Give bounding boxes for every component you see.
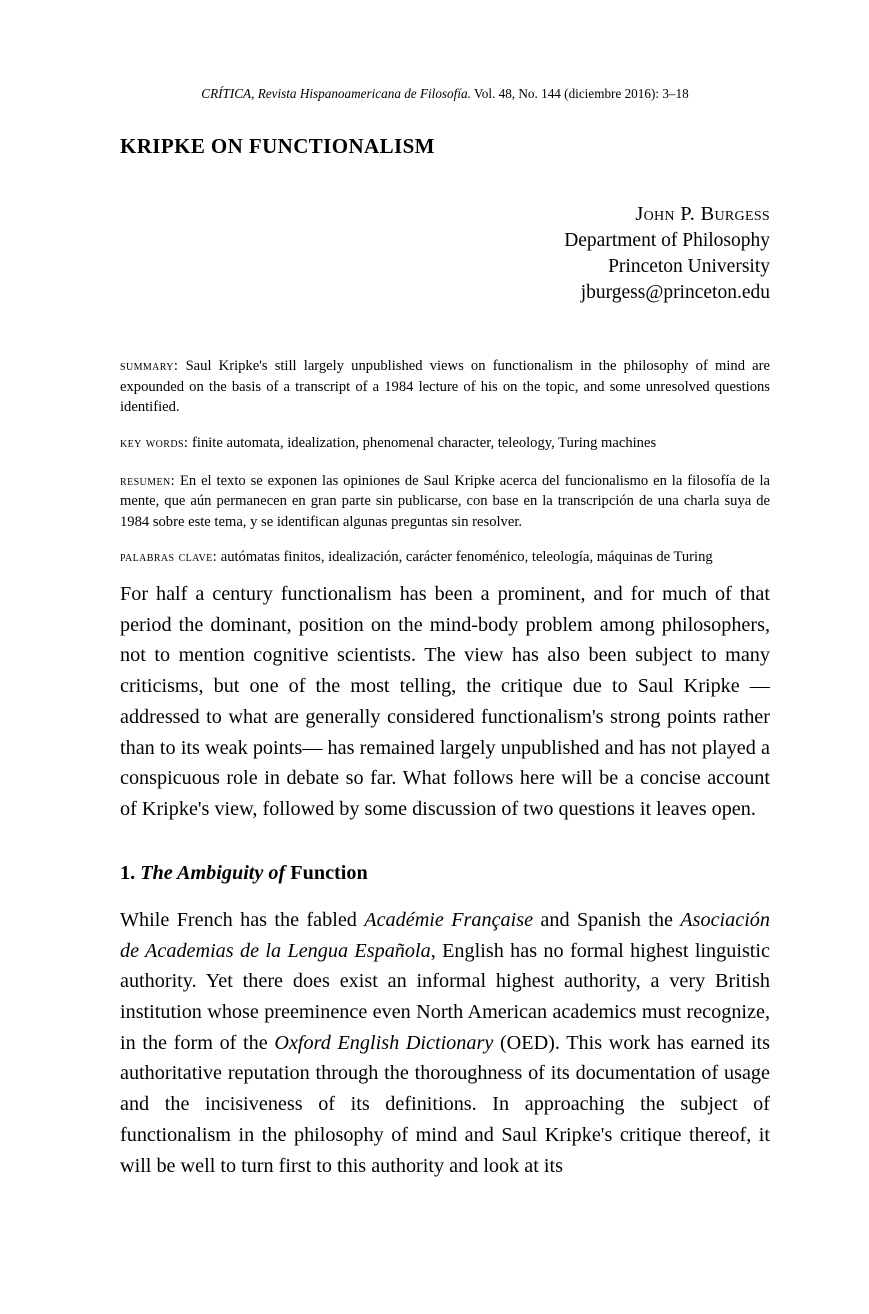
section-1-paragraph-1 [120,905,770,1181]
running-head [120,86,770,102]
keywords-block [120,433,770,454]
section-heading-1 [120,859,770,887]
resumen-label: resumen: [120,472,176,489]
page-title: KRIPKE ON FUNCTIONALISM [120,133,435,158]
keywords-text: finite automata, idealization, phenomenal character, teleology, Turing machines [188,434,657,451]
journal-name: , Revista Hispanoamericana de Filosofía. [251,86,471,101]
resumen-text: En el texto se exponen las opiniones de Saul Kripke acerca del funcionalismo en la filosofía de la mente, que aún permanecen en gran parte sin publicarse, con base en la transcripción de una charla suya de 1984 sobre este tema, y se identifican algunas preguntas sin resolver. [120,472,770,530]
section-title-italic: The Ambiguity of [140,861,286,884]
intro-paragraph: For half a century functionalism has been a prominent, and for much of that period the dominant, position on the mind-body problem among philosophers, not to mention cognitive scientists. The view has also been subject to many criticisms, but one of the most telling, the critique due to Saul Kripke —addressed to what are generally considered functionalism's strong points rather than to its weak points— has remained largely unpublished and has not played a conspicuous role in debate so far. What follows here will be a concise account of Kripke's view, followed by some discussion of two questions it leaves open. [120,582,770,820]
journal-acronym: CRÍTICA [201,86,252,101]
s1p1-italic-oed: Oxford English Dictionary [274,1031,494,1054]
section-title-roman: Function [290,861,368,884]
author-name: John P. Burgess [635,203,770,226]
summary-text: Saul Kripke's still largely unpublished views on functionalism in the philosophy of mind are expounded on the basis of a transcript of a 1984 lecture of his on the topic, and some unresolved questions identified. [120,358,770,416]
page-content-column [120,0,770,1181]
section-number: 1. [120,861,136,884]
s1p1-italic-asociacion: Asociación de Academias de la Lengua Española [120,908,770,962]
s1p1-italic-academie: Académie Française [364,908,534,931]
author-institution: Princeton University [608,256,770,278]
author-block [120,201,770,306]
keywords-label: key words: [120,434,189,451]
summary-block [120,356,770,418]
s1p1-part-a: While French has the fabled [120,908,365,931]
body-text [120,579,770,1181]
issue-info: Vol. 48, No. 144 (diciembre 2016): 3–18 [470,86,689,101]
s1p1-part-b: and Spanish the [533,908,681,931]
resumen-block [120,471,770,533]
s1p1-part-d: (OED). This work has earned its authoritative reputation through the thoroughness of its documentation of usage and the incisiveness of its definitions. In approaching the subject of functionalism in the philosophy of mind and Saul Kripke's critique thereof, it will be well to turn first to this authority and look at its [120,1031,770,1177]
s1p1-part-c: , English has no formal highest linguistic authority. Yet there does exist an informal highest authority, a very British institution whose preeminence even North American academics must recognize, in the form of the [120,939,770,1054]
author-department: Department of Philosophy [564,230,770,252]
author-email: jburgess@princeton.edu [580,282,770,304]
palabras-clave-block [120,547,770,568]
palabras-clave-label: palabras clave: [120,549,218,566]
abstract-section [120,356,770,568]
summary-label: summary: [120,358,179,375]
palabras-clave-text: autómatas finitos, idealización, carácter fenoménico, teleología, máquinas de Turing [217,549,713,566]
